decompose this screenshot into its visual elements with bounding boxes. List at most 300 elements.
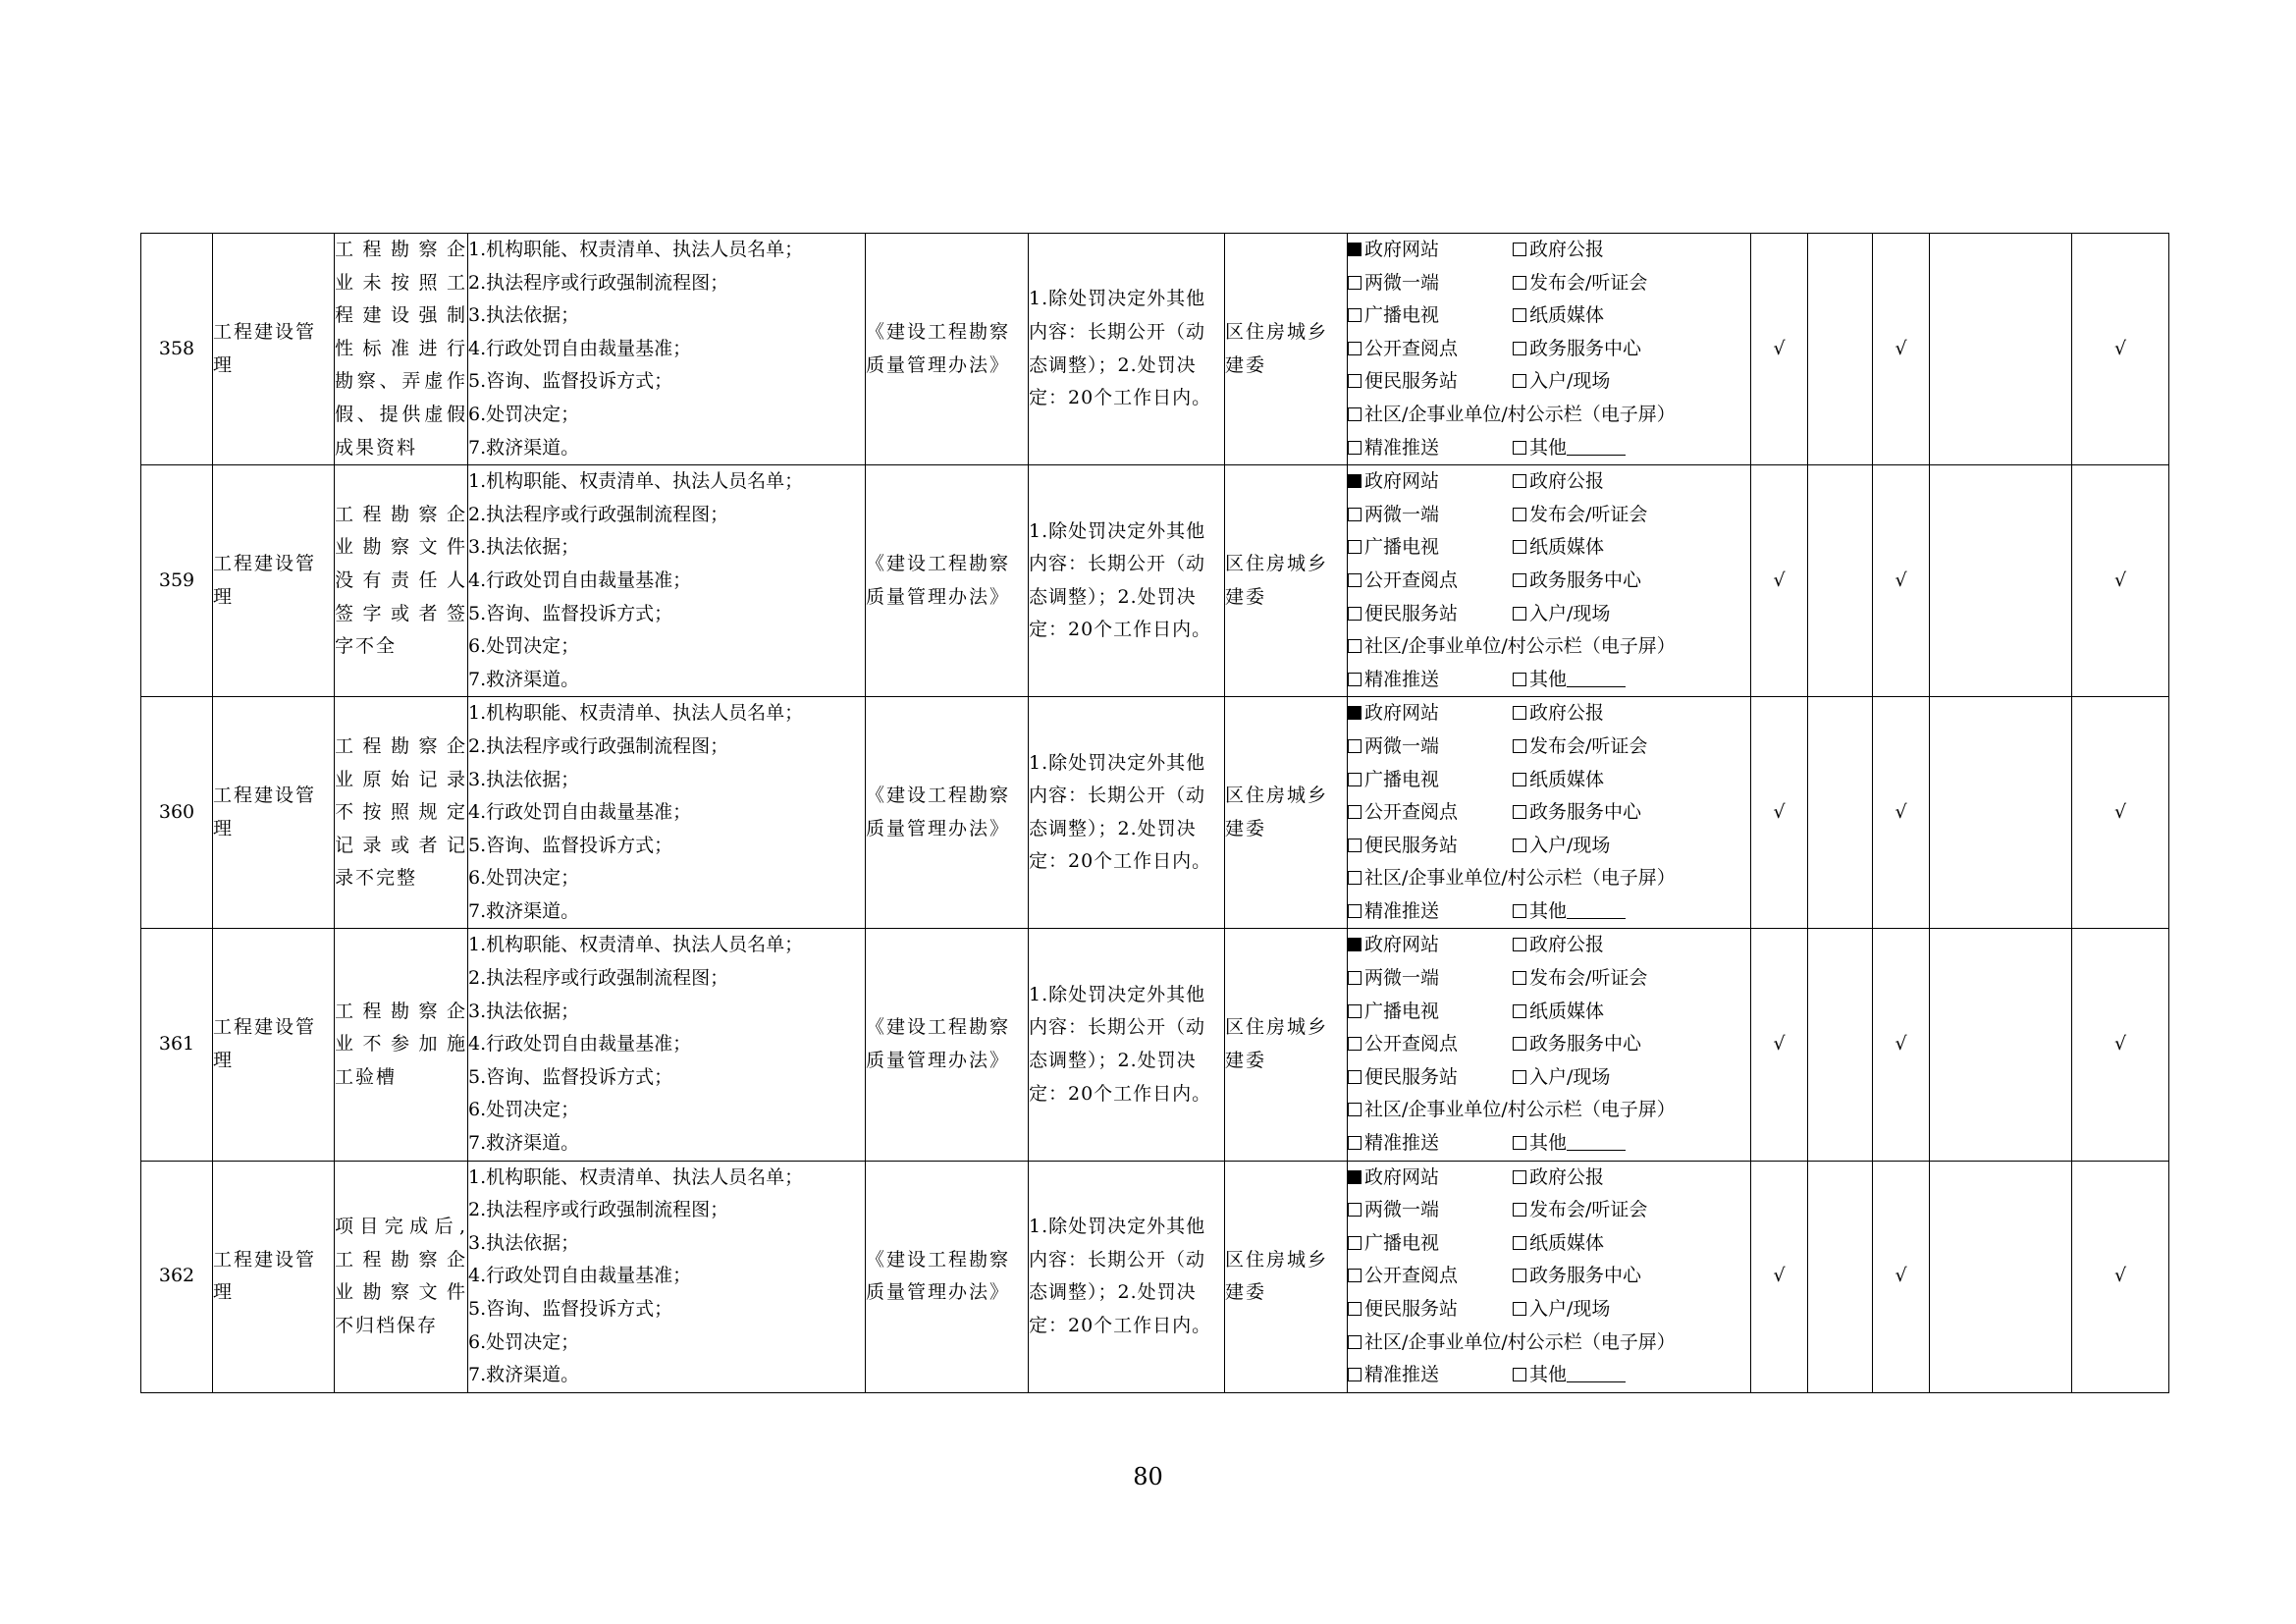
channel-label: 公开查阅点 (1364, 1033, 1459, 1056)
channel-option (1348, 333, 1513, 366)
channel-line (1348, 1326, 1750, 1360)
channel-label: 公开查阅点 (1364, 801, 1459, 824)
channel-label: 公开查阅点 (1364, 337, 1459, 359)
channels-cell (1348, 234, 1751, 465)
checked-box-icon (1348, 706, 1362, 720)
item-line: 没有责任人 (335, 568, 467, 591)
unchecked-box-icon (1348, 773, 1362, 786)
channel-line (1348, 465, 1750, 499)
unchecked-box-icon (1513, 1236, 1526, 1250)
check-mark-cell: √ (2072, 234, 2169, 465)
unchecked-box-icon (1513, 773, 1526, 786)
channel-label: 纸质媒体 (1529, 536, 1605, 559)
item-line: 不按照规定 (335, 801, 467, 824)
channel-label: 两微一端 (1364, 967, 1440, 990)
subject-cell: 区住房城乡建委 (1225, 234, 1348, 465)
channel-label: 社区/企事业单位/村公示栏（电子屏） (1364, 1099, 1676, 1121)
channel-label: 便民服务站 (1364, 602, 1459, 624)
check-mark-cell (1930, 697, 2072, 929)
row-number: 359 (141, 465, 213, 697)
unchecked-box-icon (1513, 1136, 1526, 1150)
channel-line (1348, 531, 1750, 565)
channel-label: 两微一端 (1364, 503, 1440, 525)
channel-label: 政府网站 (1364, 239, 1440, 260)
item-cell (335, 929, 468, 1161)
content-line: 7.救济渠道。 (468, 899, 580, 922)
check-mark-cell: √ (1751, 1161, 1808, 1392)
channel-label: 政务服务中心 (1529, 568, 1642, 591)
item-cell (335, 465, 468, 697)
unchecked-box-icon (1348, 508, 1362, 521)
content-line: 3.执法依据； (468, 536, 580, 559)
channel-option (1348, 731, 1513, 764)
unchecked-box-icon (1513, 706, 1526, 720)
channel-line (1348, 333, 1750, 366)
content-cell (468, 697, 866, 929)
content-line: 2.执法程序或行政强制流程图； (468, 271, 729, 294)
subject-cell: 区住房城乡建委 (1225, 929, 1348, 1161)
channel-option (1513, 929, 1604, 962)
row-number: 362 (141, 1161, 213, 1392)
check-mark-cell: √ (2072, 929, 2169, 1161)
channel-option (1348, 499, 1513, 532)
fill-blank-line (1567, 1362, 1626, 1382)
channel-label: 政务服务中心 (1529, 337, 1642, 359)
basis-cell: 《建设工程勘察质量管理办法》 (866, 697, 1029, 929)
unchecked-box-icon (1513, 1302, 1526, 1316)
channel-label: 广播电视 (1364, 768, 1440, 790)
channel-option (1348, 895, 1513, 929)
unchecked-box-icon (1513, 540, 1526, 554)
time-limit-cell: 1.除处罚决定外其他内容：长期公开（动态调整）；2.处罚决定：20个工作日内。 (1029, 234, 1225, 465)
item-line: 业未按照工 (335, 271, 467, 294)
channel-line (1348, 1028, 1750, 1061)
channel-option (1348, 862, 1676, 895)
channel-label: 政府网站 (1364, 470, 1440, 493)
check-mark-cell (1808, 234, 1873, 465)
unchecked-box-icon (1513, 1037, 1526, 1051)
content-line: 4.行政处罚自由裁量基准； (468, 337, 692, 359)
channel-option (1348, 1094, 1676, 1127)
check-mark-cell (1808, 465, 1873, 697)
channel-label: 其他 (1529, 668, 1568, 690)
unchecked-box-icon (1513, 276, 1526, 290)
unchecked-box-icon (1513, 1368, 1526, 1381)
channel-label: 政务服务中心 (1529, 1265, 1642, 1287)
unchecked-box-icon (1513, 342, 1526, 355)
checked-box-icon (1348, 474, 1362, 488)
channels-cell (1348, 465, 1751, 697)
unchecked-box-icon (1348, 1236, 1362, 1250)
channel-label: 政府网站 (1364, 1165, 1440, 1188)
content-line: 7.救济渠道。 (468, 668, 580, 690)
item-line: 工程勘察企 (335, 239, 467, 260)
unchecked-box-icon (1348, 308, 1362, 322)
channel-label: 广播电视 (1364, 536, 1440, 559)
channel-option (1513, 830, 1610, 863)
unchecked-box-icon (1348, 607, 1362, 621)
unchecked-box-icon (1513, 739, 1526, 753)
unchecked-box-icon (1348, 573, 1362, 587)
channel-option (1513, 1260, 1641, 1293)
disclosure-table (140, 233, 2169, 1393)
category-cell: 工程建设管理 (213, 697, 335, 929)
content-line: 1.机构职能、权责清单、执法人员名单； (468, 702, 804, 725)
content-line: 7.救济渠道。 (468, 1364, 580, 1386)
channel-line (1348, 862, 1750, 895)
channel-option (1513, 499, 1647, 532)
channel-label: 公开查阅点 (1364, 1265, 1459, 1287)
subject-cell: 区住房城乡建委 (1225, 1161, 1348, 1392)
channel-label: 纸质媒体 (1529, 768, 1605, 790)
channel-option (1348, 1260, 1513, 1293)
channel-option (1513, 432, 1626, 465)
basis-cell: 《建设工程勘察质量管理办法》 (866, 929, 1029, 1161)
content-line: 4.行政处罚自由裁量基准； (468, 568, 692, 591)
channel-label: 发布会/听证会 (1529, 503, 1648, 525)
check-mark-cell (1930, 465, 2072, 697)
channel-option (1513, 1293, 1610, 1326)
check-mark-cell (1808, 697, 1873, 929)
unchecked-box-icon (1513, 805, 1526, 819)
channel-label: 其他 (1529, 1132, 1568, 1155)
channel-line (1348, 234, 1750, 267)
check-mark-cell: √ (2072, 1161, 2169, 1392)
item-line: 项目完成后, (335, 1216, 467, 1238)
channel-line (1348, 630, 1750, 664)
channel-label: 纸质媒体 (1529, 304, 1605, 327)
channel-option (1513, 697, 1604, 731)
item-line: 录不完整 (335, 867, 418, 890)
item-line: 程建设强制 (335, 304, 467, 327)
check-mark-cell (1930, 929, 2072, 1161)
unchecked-box-icon (1348, 374, 1362, 388)
channel-line (1348, 962, 1750, 996)
channel-option (1348, 432, 1513, 465)
check-mark-cell: √ (1751, 697, 1808, 929)
unchecked-box-icon (1348, 639, 1362, 653)
channel-option (1348, 764, 1513, 797)
unchecked-box-icon (1348, 407, 1362, 421)
channel-option (1513, 267, 1647, 300)
channel-label: 政务服务中心 (1529, 1033, 1642, 1056)
content-cell (468, 465, 866, 697)
item-line: 业勘察文件 (335, 536, 467, 559)
unchecked-box-icon (1513, 971, 1526, 985)
channel-option (1513, 764, 1604, 797)
time-limit-cell: 1.除处罚决定外其他内容：长期公开（动态调整）；2.处罚决定：20个工作日内。 (1029, 697, 1225, 929)
item-line: 签字或者签 (335, 602, 467, 624)
channel-label: 精准推送 (1364, 1364, 1440, 1386)
subject-cell: 区住房城乡建委 (1225, 465, 1348, 697)
channel-label: 精准推送 (1364, 668, 1440, 690)
channel-line (1348, 1260, 1750, 1293)
channel-label: 政府网站 (1364, 702, 1440, 725)
channel-option (1348, 598, 1513, 631)
content-line: 2.执法程序或行政强制流程图； (468, 503, 729, 525)
channel-label: 发布会/听证会 (1529, 967, 1648, 990)
content-line: 2.执法程序或行政强制流程图； (468, 1199, 729, 1221)
channel-line (1348, 764, 1750, 797)
channel-option (1513, 465, 1604, 499)
channel-label: 社区/企事业单位/村公示栏（电子屏） (1364, 867, 1676, 890)
unchecked-box-icon (1513, 573, 1526, 587)
unchecked-box-icon (1513, 1070, 1526, 1084)
channel-option (1513, 299, 1604, 333)
unchecked-box-icon (1513, 474, 1526, 488)
channel-label: 两微一端 (1364, 734, 1440, 757)
channel-label: 公开查阅点 (1364, 568, 1459, 591)
item-cell (335, 234, 468, 465)
check-mark-cell: √ (1751, 234, 1808, 465)
item-line: 工程勘察企 (335, 1248, 467, 1271)
fill-blank-line (1567, 435, 1626, 456)
channel-option (1348, 1359, 1513, 1392)
channel-option (1513, 333, 1641, 366)
channel-label: 发布会/听证会 (1529, 1199, 1648, 1221)
item-cell (335, 1161, 468, 1392)
channel-line (1348, 1162, 1750, 1195)
channel-option (1513, 796, 1641, 830)
unchecked-box-icon (1513, 904, 1526, 918)
check-mark-cell: √ (1873, 1161, 1930, 1392)
channel-line (1348, 996, 1750, 1029)
channel-option (1513, 1194, 1647, 1227)
page-number: 80 (1133, 1463, 1163, 1490)
item-line: 记录或者记 (335, 834, 467, 856)
content-line: 3.执法依据； (468, 1231, 580, 1254)
checked-box-icon (1348, 938, 1362, 951)
unchecked-box-icon (1348, 673, 1362, 686)
check-mark-cell: √ (1873, 234, 1930, 465)
channel-option (1348, 1326, 1676, 1360)
channel-label: 其他 (1529, 436, 1568, 459)
content-line: 5.咨询、监督投诉方式； (468, 1065, 673, 1088)
channel-line (1348, 830, 1750, 863)
channel-label: 便民服务站 (1364, 834, 1459, 856)
item-line: 勘察、弄虚作 (335, 370, 467, 393)
table-row (141, 234, 2169, 465)
time-limit-cell: 1.除处罚决定外其他内容：长期公开（动态调整）；2.处罚决定：20个工作日内。 (1029, 929, 1225, 1161)
content-line: 5.咨询、监督投诉方式； (468, 834, 673, 856)
channel-label: 政府公报 (1529, 702, 1605, 725)
channels-cell (1348, 1161, 1751, 1392)
channel-line (1348, 929, 1750, 962)
category-cell: 工程建设管理 (213, 234, 335, 465)
category-cell: 工程建设管理 (213, 465, 335, 697)
channel-option (1348, 830, 1513, 863)
channel-option (1348, 1194, 1513, 1227)
table-body (141, 234, 2169, 1393)
item-line: 工程勘察企 (335, 734, 467, 757)
row-number: 360 (141, 697, 213, 929)
channel-line (1348, 565, 1750, 598)
channel-option (1348, 1227, 1513, 1261)
channel-label: 政府公报 (1529, 470, 1605, 493)
check-mark-cell: √ (2072, 465, 2169, 697)
unchecked-box-icon (1348, 1004, 1362, 1018)
checked-box-icon (1348, 243, 1362, 256)
channel-option (1348, 531, 1513, 565)
unchecked-box-icon (1513, 673, 1526, 686)
channel-option (1513, 234, 1604, 267)
content-line: 1.机构职能、权责清单、执法人员名单； (468, 934, 804, 956)
channel-label: 精准推送 (1364, 899, 1440, 922)
content-cell (468, 1161, 866, 1392)
table-row (141, 697, 2169, 929)
unchecked-box-icon (1513, 1203, 1526, 1217)
content-cell (468, 929, 866, 1161)
channel-option (1513, 1227, 1604, 1261)
unchecked-box-icon (1348, 739, 1362, 753)
channel-line (1348, 432, 1750, 465)
content-line: 2.执法程序或行政强制流程图； (468, 967, 729, 990)
item-line: 工验槽 (335, 1065, 398, 1088)
table-row (141, 929, 2169, 1161)
channel-label: 发布会/听证会 (1529, 734, 1648, 757)
unchecked-box-icon (1513, 1004, 1526, 1018)
channel-label: 两微一端 (1364, 271, 1440, 294)
channels-cell (1348, 697, 1751, 929)
channel-label: 两微一端 (1364, 1199, 1440, 1221)
channel-label: 入户/现场 (1529, 834, 1611, 856)
channel-line (1348, 499, 1750, 532)
channel-line (1348, 267, 1750, 300)
channel-option (1348, 929, 1513, 962)
channel-option (1513, 731, 1647, 764)
content-line: 6.处罚决定； (468, 867, 580, 890)
channel-option (1348, 664, 1513, 697)
item-line: 业原始记录 (335, 768, 467, 790)
unchecked-box-icon (1513, 839, 1526, 852)
subject-cell: 区住房城乡建委 (1225, 697, 1348, 929)
check-mark-cell: √ (1873, 697, 1930, 929)
channel-option (1348, 630, 1676, 664)
channel-label: 发布会/听证会 (1529, 271, 1648, 294)
unchecked-box-icon (1513, 607, 1526, 621)
basis-cell: 《建设工程勘察质量管理办法》 (866, 465, 1029, 697)
channel-option (1513, 565, 1641, 598)
check-mark-cell (1808, 929, 1873, 1161)
unchecked-box-icon (1348, 871, 1362, 885)
item-cell (335, 697, 468, 929)
channel-option (1348, 1028, 1513, 1061)
fill-blank-line (1567, 1130, 1626, 1151)
content-line: 6.处罚决定； (468, 1099, 580, 1121)
channel-label: 社区/企事业单位/村公示栏（电子屏） (1364, 635, 1676, 658)
channel-label: 政府公报 (1529, 239, 1605, 260)
channel-label: 入户/现场 (1529, 1298, 1611, 1320)
channel-line (1348, 598, 1750, 631)
channel-option (1348, 996, 1513, 1029)
content-line: 5.咨询、监督投诉方式； (468, 370, 673, 393)
channel-label: 入户/现场 (1529, 602, 1611, 624)
check-mark-cell: √ (2072, 697, 2169, 929)
channel-option (1348, 465, 1513, 499)
row-number: 361 (141, 929, 213, 1161)
unchecked-box-icon (1348, 805, 1362, 819)
channel-option (1348, 1293, 1513, 1326)
channel-line (1348, 1127, 1750, 1161)
check-mark-cell: √ (1751, 465, 1808, 697)
unchecked-box-icon (1513, 308, 1526, 322)
content-line: 3.执法依据； (468, 768, 580, 790)
check-mark-cell: √ (1873, 929, 1930, 1161)
channel-label: 精准推送 (1364, 436, 1440, 459)
content-line: 6.处罚决定； (468, 1330, 580, 1353)
checked-box-icon (1348, 1170, 1362, 1184)
content-line: 3.执法依据； (468, 1000, 580, 1022)
row-number: 358 (141, 234, 213, 465)
content-line: 4.行政处罚自由裁量基准； (468, 801, 692, 824)
channels-cell (1348, 929, 1751, 1161)
content-line: 6.处罚决定； (468, 635, 580, 658)
channel-option (1513, 962, 1647, 996)
content-line: 3.执法依据； (468, 304, 580, 327)
content-line: 1.机构职能、权责清单、执法人员名单； (468, 470, 804, 493)
channel-label: 政府公报 (1529, 934, 1605, 956)
channel-option (1513, 1028, 1641, 1061)
table-row (141, 465, 2169, 697)
channel-option (1348, 234, 1513, 267)
fill-blank-line (1567, 667, 1626, 687)
content-line: 6.处罚决定； (468, 403, 580, 425)
channel-label: 便民服务站 (1364, 370, 1459, 393)
channel-option (1348, 267, 1513, 300)
channel-line (1348, 299, 1750, 333)
basis-cell: 《建设工程勘察质量管理办法》 (866, 234, 1029, 465)
channel-label: 便民服务站 (1364, 1298, 1459, 1320)
channel-label: 入户/现场 (1529, 370, 1611, 393)
channel-option (1513, 598, 1610, 631)
channel-option (1513, 996, 1604, 1029)
channel-option (1348, 697, 1513, 731)
channel-option (1348, 962, 1513, 996)
channel-option (1348, 1162, 1513, 1195)
check-mark-cell: √ (1873, 465, 1930, 697)
channel-option (1348, 399, 1676, 432)
unchecked-box-icon (1348, 441, 1362, 455)
category-cell: 工程建设管理 (213, 1161, 335, 1392)
channel-option (1348, 796, 1513, 830)
channel-label: 政务服务中心 (1529, 801, 1642, 824)
unchecked-box-icon (1513, 508, 1526, 521)
check-mark-cell (1808, 1161, 1873, 1392)
unchecked-box-icon (1348, 1302, 1362, 1316)
channel-option (1513, 1061, 1610, 1095)
unchecked-box-icon (1348, 540, 1362, 554)
content-line: 4.行政处罚自由裁量基准； (468, 1265, 692, 1287)
content-line: 7.救济渠道。 (468, 436, 580, 459)
item-line: 字不全 (335, 635, 398, 658)
unchecked-box-icon (1513, 1170, 1526, 1184)
content-line: 2.执法程序或行政强制流程图； (468, 734, 729, 757)
channel-label: 精准推送 (1364, 1132, 1440, 1155)
channel-label: 政府公报 (1529, 1165, 1605, 1188)
unchecked-box-icon (1348, 1269, 1362, 1282)
unchecked-box-icon (1348, 839, 1362, 852)
time-limit-cell: 1.除处罚决定外其他内容：长期公开（动态调整）；2.处罚决定：20个工作日内。 (1029, 1161, 1225, 1392)
channel-label: 便民服务站 (1364, 1065, 1459, 1088)
time-limit-cell: 1.除处罚决定外其他内容：长期公开（动态调整）；2.处罚决定：20个工作日内。 (1029, 465, 1225, 697)
channel-label: 政府网站 (1364, 934, 1440, 956)
item-line: 不归档保存 (335, 1314, 439, 1336)
check-mark-cell (1930, 1161, 2072, 1392)
channel-option (1348, 299, 1513, 333)
unchecked-box-icon (1513, 441, 1526, 455)
channel-option (1513, 1359, 1626, 1392)
channel-option (1348, 565, 1513, 598)
